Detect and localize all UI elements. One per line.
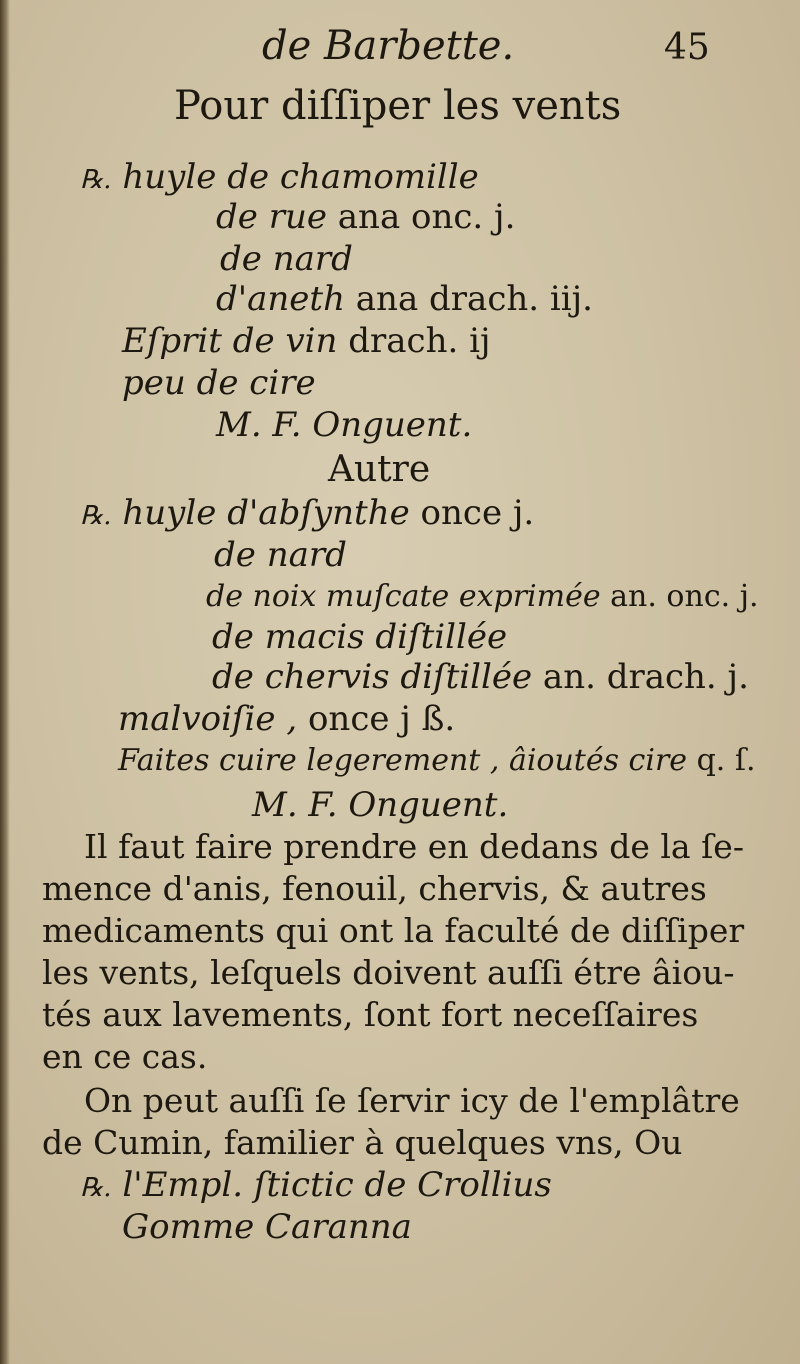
paragraph-line: en ce cas.: [42, 1037, 208, 1076]
recipe-line: [122, 321, 491, 361]
paragraph-line: tés aux lavements, ſont fort neceſſaires: [42, 995, 699, 1034]
ingredient: Gomme Caranna: [122, 1207, 412, 1247]
ingredient: de macis diſtillée: [212, 617, 508, 657]
recipe-line: [212, 617, 508, 657]
dosage: once j.: [420, 493, 535, 533]
recipe-symbol: ℞.: [80, 501, 112, 531]
ingredient: huyle de chamomille: [122, 157, 479, 197]
ingredient: de chervis diſtillée: [212, 657, 533, 697]
recipe-line: [216, 197, 516, 237]
section-title-vents: Pour diſſiper les vents: [174, 83, 622, 129]
paragraph-line: de Cumin, familier à quelques vns, Ou: [42, 1123, 683, 1162]
formula-onguent: M. F. Onguent.: [216, 405, 473, 445]
paragraph-line: mence d'anis, fenouil, chervis, & autres: [42, 869, 707, 908]
ingredient: d'aneth: [216, 279, 345, 319]
recipe-line: [214, 535, 347, 575]
ingredient: de noix muſcate exprimée: [206, 579, 601, 614]
recipe-line: [80, 157, 479, 197]
paragraph-line: Il faut faire prendre en dedans de la ſe-: [84, 827, 744, 866]
ingredient: de nard: [214, 535, 347, 575]
recipe-line: [118, 743, 756, 778]
paragraph-line: On peut auſſi ſe ſervir icy de l'emplâtre: [84, 1081, 740, 1120]
recipe-line: [216, 279, 593, 319]
page-number: 45: [664, 27, 710, 68]
formula-onguent: M. F. Onguent.: [252, 785, 509, 825]
ingredient: l'Empl. ſtictic de Crollius: [122, 1165, 552, 1205]
paragraph-line: medicaments qui ont la faculté de diſſiper: [42, 911, 745, 950]
recipe-symbol: ℞.: [80, 165, 112, 195]
recipe-line: [122, 363, 316, 403]
dosage: q. ſ.: [696, 743, 756, 778]
dosage: an. onc. j.: [610, 579, 759, 614]
ingredient: de nard: [220, 239, 353, 279]
ingredient: malvoiſie ,: [118, 699, 298, 739]
dosage: once j ß.: [307, 699, 456, 739]
recipe-line: [122, 1207, 412, 1247]
instruction: Faites cuire legerement , âioutés cire: [118, 743, 688, 778]
recipe-line: [118, 699, 456, 739]
ingredient: Eſprit de vin: [122, 321, 338, 361]
recipe-line: [220, 239, 353, 279]
page-edge-shadow: [0, 0, 10, 1364]
recipe-line: [80, 1165, 552, 1205]
paragraph-line: les vents, leſquels doivent auſſi étre âiou-: [42, 953, 735, 992]
ingredient: peu de cire: [122, 363, 316, 403]
section-title-autre: Autre: [328, 449, 431, 490]
dosage: drach. ij: [348, 321, 491, 361]
recipe-line: [80, 493, 535, 533]
recipe-line: [212, 657, 749, 697]
running-title: de Barbette.: [262, 23, 515, 69]
dosage: ana drach. iij.: [355, 279, 593, 319]
ingredient: de rue: [216, 197, 327, 237]
recipe-symbol: ℞.: [80, 1173, 112, 1203]
dosage: an. drach. j.: [542, 657, 749, 697]
recipe-line: [206, 579, 759, 614]
dosage: ana onc. j.: [337, 197, 516, 237]
ingredient: huyle d'abſynthe: [122, 493, 410, 533]
